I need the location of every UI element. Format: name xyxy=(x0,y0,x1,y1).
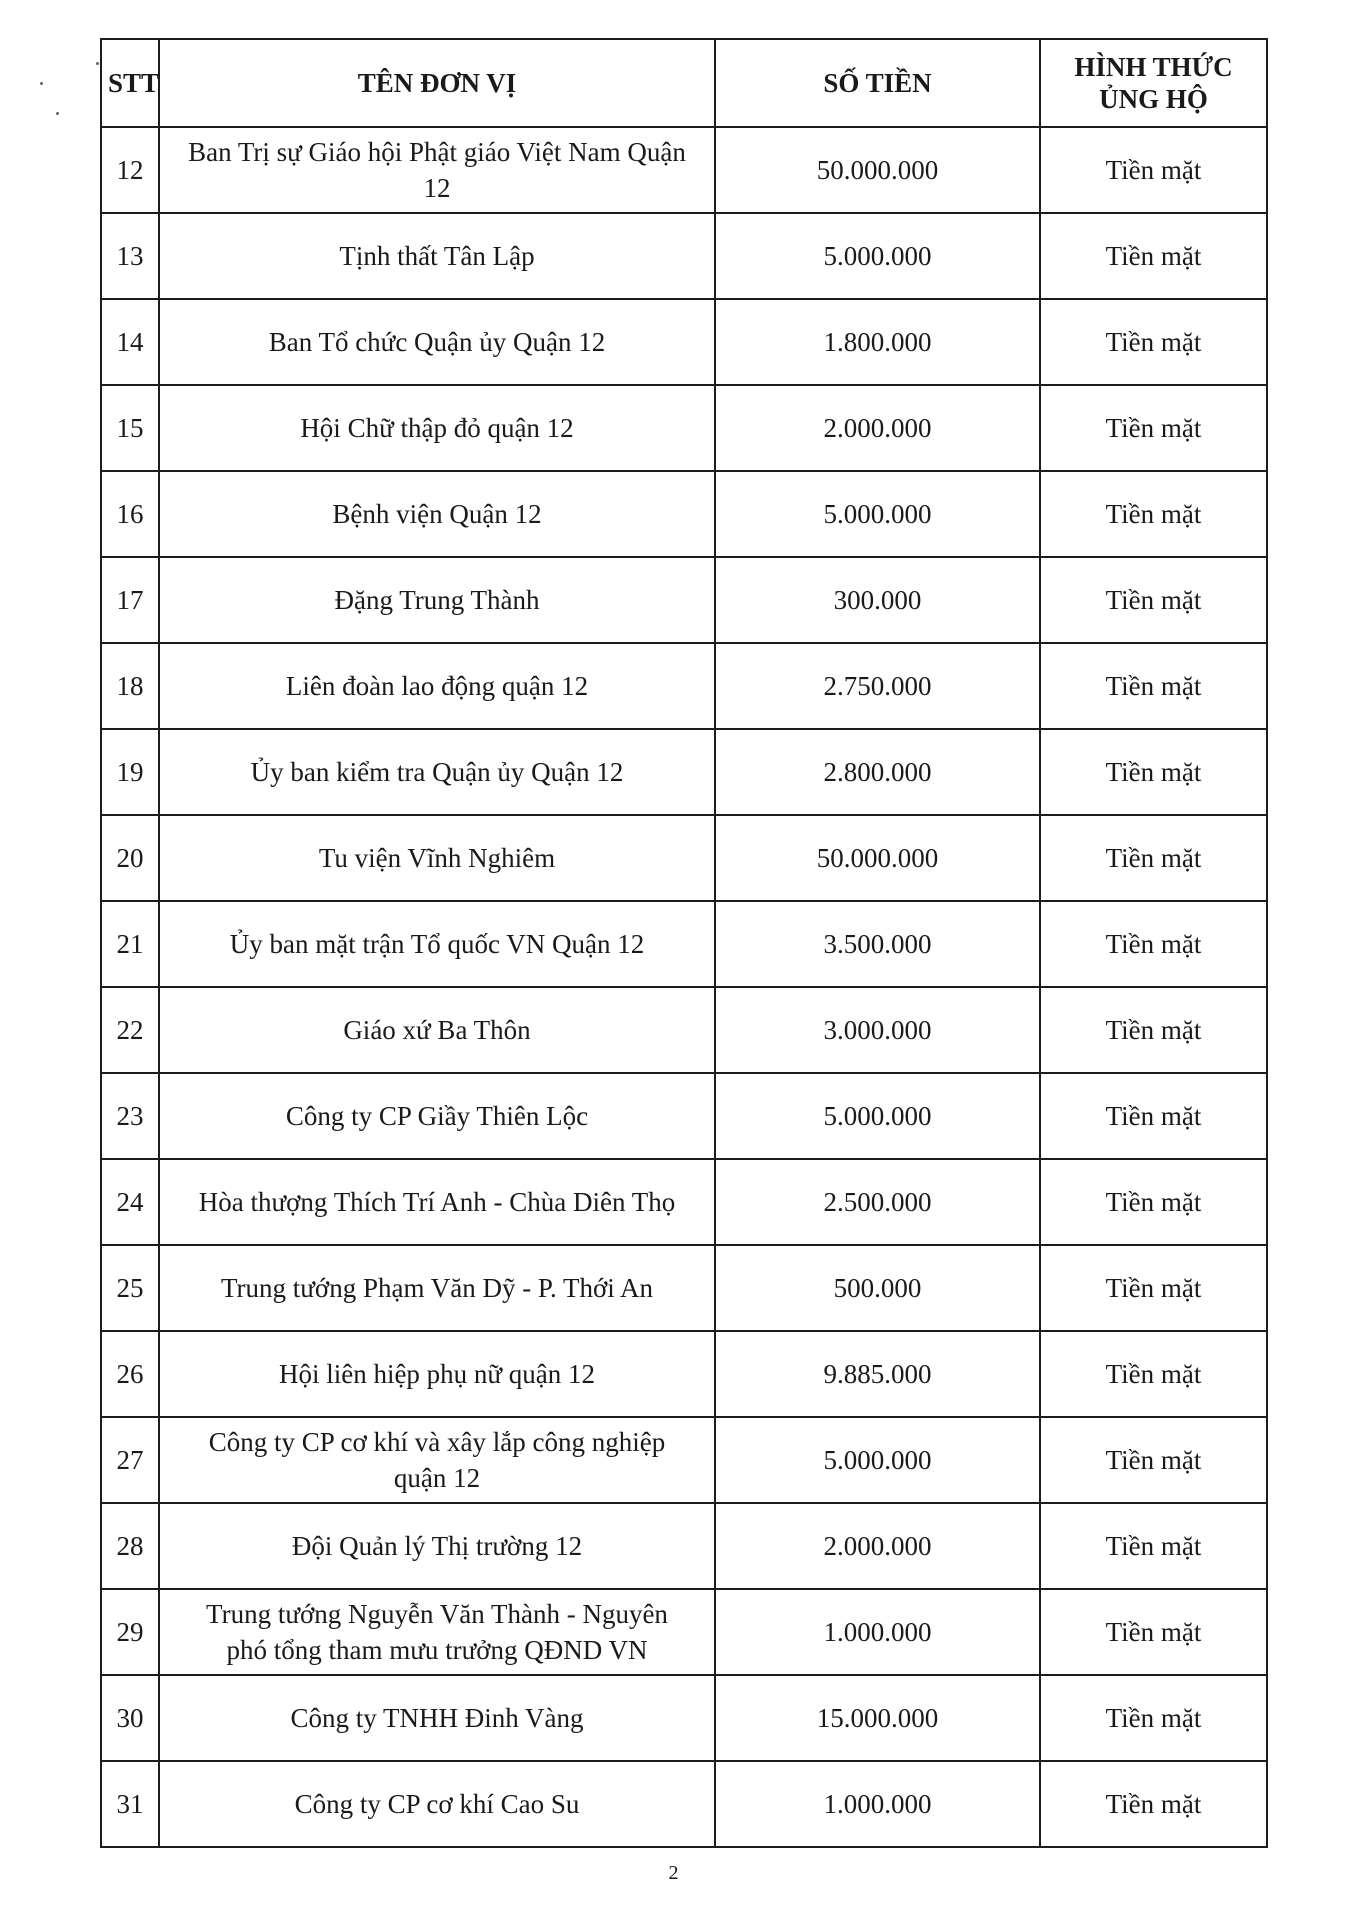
row-amount: 2.750.000 xyxy=(715,643,1040,729)
row-name-line2: 12 xyxy=(423,173,451,203)
row-name-line1: Công ty CP cơ khí và xây lắp công nghiệp xyxy=(208,1427,666,1457)
row-name xyxy=(159,1503,715,1589)
row-stt: 12 xyxy=(101,127,159,213)
table-row xyxy=(101,1761,1267,1847)
row-name-line1: Tu viện Vĩnh Nghiêm xyxy=(318,843,556,873)
table-header-row xyxy=(101,39,1267,127)
row-name-line1: Đội Quản lý Thị trường 12 xyxy=(291,1531,583,1561)
row-name xyxy=(159,815,715,901)
row-stt: 17 xyxy=(101,557,159,643)
row-name-line1: Bệnh viện Quận 12 xyxy=(332,499,542,529)
row-method: Tiền mặt xyxy=(1040,901,1267,987)
donation-table xyxy=(100,38,1268,1848)
row-name-line1: Hòa thượng Thích Trí Anh - Chùa Diên Thọ xyxy=(198,1187,676,1217)
row-stt: 31 xyxy=(101,1761,159,1847)
row-method: Tiền mặt xyxy=(1040,729,1267,815)
row-method: Tiền mặt xyxy=(1040,987,1267,1073)
row-name xyxy=(159,1331,715,1417)
row-amount: 500.000 xyxy=(715,1245,1040,1331)
table-row xyxy=(101,1159,1267,1245)
header-amount: SỐ TIỀN xyxy=(715,39,1040,127)
header-name: TÊN ĐƠN VỊ xyxy=(159,39,715,127)
header-method xyxy=(1040,39,1267,127)
row-name xyxy=(159,299,715,385)
row-stt: 13 xyxy=(101,213,159,299)
table-row xyxy=(101,1589,1267,1675)
row-stt: 30 xyxy=(101,1675,159,1761)
row-name-line1: Hội liên hiệp phụ nữ quận 12 xyxy=(278,1359,596,1389)
row-name xyxy=(159,213,715,299)
row-amount: 3.500.000 xyxy=(715,901,1040,987)
table-row xyxy=(101,1331,1267,1417)
row-method: Tiền mặt xyxy=(1040,1417,1267,1503)
scan-speck xyxy=(56,112,59,115)
row-stt: 16 xyxy=(101,471,159,557)
row-name-line1: Công ty CP cơ khí Cao Su xyxy=(294,1789,580,1819)
row-name xyxy=(159,1159,715,1245)
table-row xyxy=(101,471,1267,557)
table-row xyxy=(101,901,1267,987)
table-row xyxy=(101,1675,1267,1761)
row-stt: 20 xyxy=(101,815,159,901)
row-amount: 2.500.000 xyxy=(715,1159,1040,1245)
row-method: Tiền mặt xyxy=(1040,1245,1267,1331)
row-amount: 1.000.000 xyxy=(715,1589,1040,1675)
row-amount: 3.000.000 xyxy=(715,987,1040,1073)
table-row xyxy=(101,1073,1267,1159)
row-amount: 2.000.000 xyxy=(715,1503,1040,1589)
row-name xyxy=(159,1073,715,1159)
row-name xyxy=(159,1417,715,1503)
row-name-line1: Tịnh thất Tân Lập xyxy=(339,241,535,271)
row-method: Tiền mặt xyxy=(1040,643,1267,729)
row-name xyxy=(159,557,715,643)
row-name-line2: phó tổng tham mưu trưởng QĐND VN xyxy=(226,1635,648,1665)
row-method: Tiền mặt xyxy=(1040,1159,1267,1245)
row-name xyxy=(159,1245,715,1331)
row-name-line1: Ủy ban mặt trận Tổ quốc VN Quận 12 xyxy=(229,929,645,959)
row-name xyxy=(159,127,715,213)
header-method-line1: HÌNH THỨC xyxy=(1074,52,1233,82)
row-method: Tiền mặt xyxy=(1040,1589,1267,1675)
row-method: Tiền mặt xyxy=(1040,815,1267,901)
row-stt: 28 xyxy=(101,1503,159,1589)
row-method: Tiền mặt xyxy=(1040,1675,1267,1761)
table-row xyxy=(101,299,1267,385)
row-amount: 15.000.000 xyxy=(715,1675,1040,1761)
row-method: Tiền mặt xyxy=(1040,385,1267,471)
row-name xyxy=(159,643,715,729)
row-amount: 50.000.000 xyxy=(715,815,1040,901)
row-amount: 5.000.000 xyxy=(715,471,1040,557)
table-row xyxy=(101,1245,1267,1331)
row-name xyxy=(159,987,715,1073)
row-name xyxy=(159,729,715,815)
table-row xyxy=(101,1503,1267,1589)
row-stt: 23 xyxy=(101,1073,159,1159)
row-name xyxy=(159,901,715,987)
row-amount: 1.800.000 xyxy=(715,299,1040,385)
row-name-line1: Trung tướng Phạm Văn Dỹ - P. Thới An xyxy=(221,1273,653,1303)
table-row xyxy=(101,815,1267,901)
row-method: Tiền mặt xyxy=(1040,1503,1267,1589)
row-name xyxy=(159,385,715,471)
table-row xyxy=(101,213,1267,299)
row-name-line1: Ban Tổ chức Quận ủy Quận 12 xyxy=(268,327,606,357)
row-name-line1: Công ty CP Giầy Thiên Lộc xyxy=(285,1101,589,1131)
row-name-line1: Hội Chữ thập đỏ quận 12 xyxy=(300,413,574,443)
page-number: 2 xyxy=(668,1862,679,1884)
header-stt: STT xyxy=(101,39,159,127)
scan-speck xyxy=(96,62,99,65)
row-amount: 50.000.000 xyxy=(715,127,1040,213)
row-name-line1: Đặng Trung Thành xyxy=(334,585,540,615)
row-method: Tiền mặt xyxy=(1040,1073,1267,1159)
row-amount: 9.885.000 xyxy=(715,1331,1040,1417)
row-method: Tiền mặt xyxy=(1040,213,1267,299)
row-stt: 19 xyxy=(101,729,159,815)
row-method: Tiền mặt xyxy=(1040,471,1267,557)
table-row xyxy=(101,385,1267,471)
row-name-line1: Giáo xứ Ba Thôn xyxy=(343,1015,531,1045)
row-amount: 2.800.000 xyxy=(715,729,1040,815)
row-name xyxy=(159,1589,715,1675)
row-amount: 5.000.000 xyxy=(715,1073,1040,1159)
row-stt: 22 xyxy=(101,987,159,1073)
row-method: Tiền mặt xyxy=(1040,1331,1267,1417)
row-method: Tiền mặt xyxy=(1040,299,1267,385)
row-stt: 27 xyxy=(101,1417,159,1503)
row-amount: 1.000.000 xyxy=(715,1761,1040,1847)
header-method-line2: ỦNG HỘ xyxy=(1099,84,1208,114)
row-stt: 26 xyxy=(101,1331,159,1417)
table-row xyxy=(101,127,1267,213)
table-row xyxy=(101,729,1267,815)
row-stt: 21 xyxy=(101,901,159,987)
row-name-line1: Liên đoàn lao động quận 12 xyxy=(285,671,589,701)
row-method: Tiền mặt xyxy=(1040,127,1267,213)
row-name xyxy=(159,471,715,557)
row-name xyxy=(159,1761,715,1847)
row-stt: 18 xyxy=(101,643,159,729)
row-method: Tiền mặt xyxy=(1040,1761,1267,1847)
row-name-line1: Ủy ban kiểm tra Quận ủy Quận 12 xyxy=(250,757,624,787)
scan-speck xyxy=(40,82,43,85)
row-stt: 24 xyxy=(101,1159,159,1245)
row-stt: 29 xyxy=(101,1589,159,1675)
row-name-line2: quận 12 xyxy=(393,1463,481,1493)
table-row xyxy=(101,643,1267,729)
row-method: Tiền mặt xyxy=(1040,557,1267,643)
row-stt: 25 xyxy=(101,1245,159,1331)
row-stt: 15 xyxy=(101,385,159,471)
row-amount: 300.000 xyxy=(715,557,1040,643)
row-name-line1: Trung tướng Nguyễn Văn Thành - Nguyên xyxy=(206,1599,668,1629)
row-amount: 5.000.000 xyxy=(715,1417,1040,1503)
row-name-line1: Ban Trị sự Giáo hội Phật giáo Việt Nam Quận xyxy=(188,137,686,167)
table-row xyxy=(101,557,1267,643)
table-row xyxy=(101,1417,1267,1503)
row-name xyxy=(159,1675,715,1761)
row-amount: 5.000.000 xyxy=(715,213,1040,299)
row-name-line1: Công ty TNHH Đinh Vàng xyxy=(290,1703,584,1733)
row-stt: 14 xyxy=(101,299,159,385)
table-row xyxy=(101,987,1267,1073)
row-amount: 2.000.000 xyxy=(715,385,1040,471)
